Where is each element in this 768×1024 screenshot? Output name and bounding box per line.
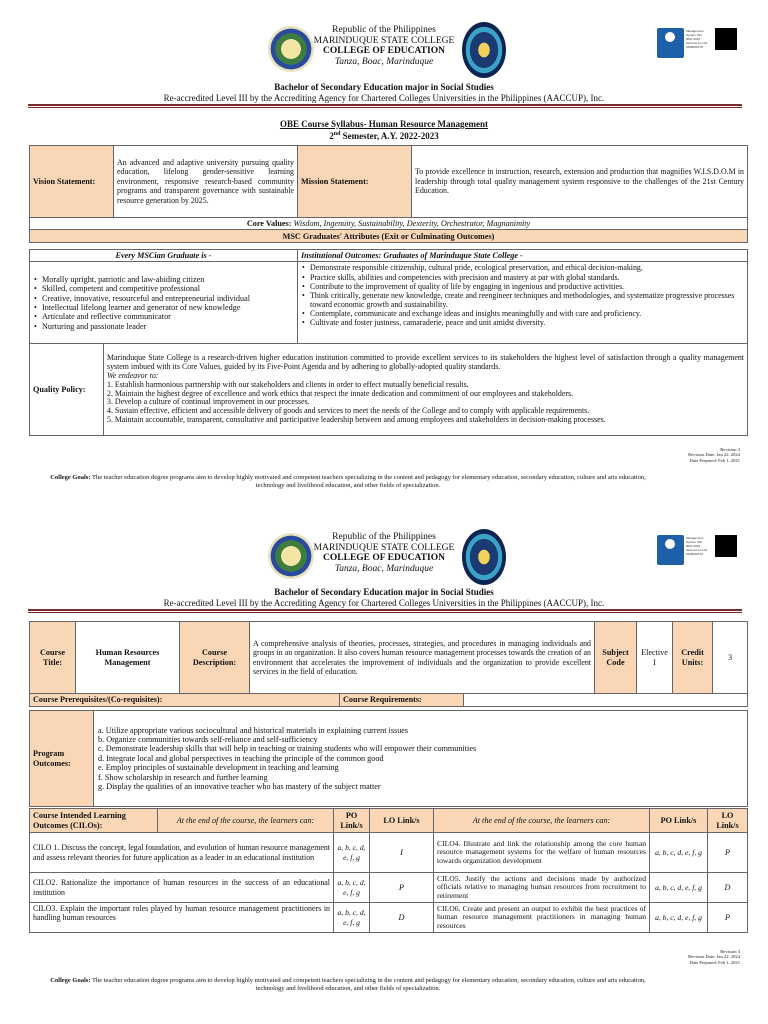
- subject-code: Elective I: [637, 622, 673, 694]
- vision-mission-table: [29, 145, 748, 243]
- program-info: [0, 82, 768, 103]
- semester-line: 2nd Semester, A.Y. 2022-2023: [329, 131, 439, 141]
- cilo-po: a, b, c, d, e, f, g: [334, 873, 370, 903]
- list-item: • Contribute to the improvement of quality of life by engaging in ingenious and productive activities.: [301, 282, 744, 291]
- program-outcomes-table: [29, 710, 748, 807]
- list-item: • Think critically, generate new knowledge, create and reengineer techniques and methodologies, and systematize progressive processes toward economic growth and sustainability.: [301, 291, 744, 309]
- syllabus-title: OBE Course Syllabus- Human Resource Management: [279, 119, 489, 129]
- cilo-po: a, b, c, d, e, f, g: [334, 903, 370, 933]
- program-outcome: d. Integrate local and global perspectives in teaching the principle of the common good: [98, 753, 384, 763]
- quality-item: 2. Maintain the highest degree of excellence and work ethics that respect the innate dedication and commitment of our employees and stakeholders.: [107, 388, 574, 398]
- iso-certification: [657, 535, 739, 565]
- course-description-label: Course Description:: [180, 622, 250, 694]
- header-divider: [28, 609, 742, 611]
- tuv-logo-icon: [657, 535, 684, 565]
- syllabus-page-2: [0, 512, 768, 1024]
- republic-line: Republic of the Philippines: [332, 532, 436, 542]
- course-info-table: [29, 621, 748, 694]
- department-name: COLLEGE OF EDUCATION: [323, 553, 445, 563]
- syllabus-title-block: [0, 119, 768, 141]
- program-outcome: a. Utilize appropriate various sociocultural and historical materials in explaining current issues: [98, 725, 409, 735]
- republic-line: Republic of the Philippines: [332, 25, 436, 35]
- program-outcomes-label: Program Outcomes:: [30, 711, 94, 807]
- institutional-heading: Institutional Outcomes: Graduates of Marinduque State College -: [298, 250, 748, 262]
- prerequisites-label: Course Prerequisites/(Co-requisites):: [30, 694, 340, 707]
- vision-label: Vision Statement:: [30, 146, 114, 218]
- page-header: [0, 529, 768, 589]
- cert-text: Management System ISO 9001:2015 www.tuv.com ID 9108641878: [686, 29, 708, 49]
- cilo-po: a, b, c, d, e, f, g: [650, 873, 708, 903]
- cilo-text: CILO3. Explain the important roles played by human resource management practitioners in handling human resources: [30, 903, 334, 933]
- cilo-lo: I: [370, 833, 434, 873]
- cilo-po: a, b, c, d, e, f, g: [650, 833, 708, 873]
- quality-intro: Marinduque State College is a research-driven higher education institution committed to provide excellent services to its stakeholders the highest level of satisfaction through a quality management system imbued with its Core Values, guided by its Five-Point Agenda and by adhering to globally-adopted quality standards.: [107, 352, 744, 371]
- list-item: • Intellectual lifelong learner and generator of new knowledge: [33, 303, 294, 312]
- vision-text: An advanced and adaptive university pursuing quality education, lifelong gender-sensitive learning environment, responsive research-based community programs and transparent governance with sustainable resource generation by 2025.: [114, 146, 298, 218]
- program-outcome: f. Show scholarship in research and further learning: [98, 772, 268, 782]
- course-description: A comprehensive analysis of theories, processes, strategies, and procedures in managing individuals and groups in an organization. It also covers human resource management processes towards the creation of an environment that accelerates the improvement of individuals and the organization to provide excellent services in the field of education.: [250, 622, 595, 694]
- list-item: • Skilled, competent and competitive professional: [33, 284, 294, 293]
- lo-link-header: LO Link/s: [370, 809, 434, 833]
- revision-info: Revision 3 Revision Date: Jan 22, 2024 Date Prepared: Feb 1, 2021: [688, 949, 740, 965]
- cilo-lo: P: [708, 833, 748, 873]
- college-name: MARINDUQUE STATE COLLEGE: [313, 542, 455, 553]
- list-item: • Morally upright, patriotic and law-abiding citizen: [33, 275, 294, 284]
- list-item: • Contemplate, communicate and exchange ideas and insights meaningfully and with care and proficiency.: [301, 309, 744, 318]
- cilo-text: CILO2. Rationalize the importance of human resources in the success of an educational institution: [30, 873, 334, 903]
- requirements-label: Course Requirements:: [340, 694, 464, 707]
- program-outcome: e. Employ principles of sustainable development in teaching and learning: [98, 763, 339, 773]
- program-name: Bachelor of Secondary Education major in Social Studies: [274, 82, 494, 92]
- accreditation-line: Re-accredited Level III by the Accrediting Agency for Chartered Colleges Universities in the Philippines (AACCUP), Inc.: [163, 597, 605, 608]
- every-msc-cell: [30, 262, 298, 344]
- tuv-logo-icon: [657, 28, 684, 58]
- core-values: Core Values: Wisdom, Ingenuity, Sustainability, Dexterity, Orchestrator, Magnanimity: [30, 218, 748, 230]
- institutional-cell: [298, 262, 748, 344]
- cilo-text: CILO6. Create and present an output to exhibit the best practices of human resource management practitioners in managing human resources: [434, 903, 650, 933]
- cilo-text: CILO5. Justify the actions and decisions made by authorized officials relative to managing human resources from recruitment to retirement: [434, 873, 650, 903]
- quality-item: 3. Develop a culture of continual improvement in our processes.: [107, 397, 310, 407]
- college-name: MARINDUQUE STATE COLLEGE: [313, 35, 455, 46]
- qr-code-icon: [715, 28, 737, 50]
- cilo-lo: D: [708, 873, 748, 903]
- cilo-po: a, b, c, d, e, f, g: [650, 903, 708, 933]
- department-name: COLLEGE OF EDUCATION: [323, 46, 445, 56]
- every-msc-heading: Every MSCian Graduate is -: [30, 250, 298, 262]
- lo-link-header: LO Link/s: [708, 809, 748, 833]
- po-link-header: PO Link/s: [334, 809, 370, 833]
- credit-units-label: Credit Units:: [673, 622, 713, 694]
- iso-certification: [657, 28, 739, 58]
- program-outcome: g. Display the qualities of an innovative teacher who has mastery of the subject matter: [98, 782, 381, 792]
- course-title: Human Resources Management: [76, 622, 180, 694]
- program-outcome: c. Demonstrate leadership skills that will help in teaching or training students who will empower their communities: [98, 744, 477, 754]
- quality-item: 1. Establish harmonious partnership with our stakeholders and clients in order to effect mutually beneficial results.: [107, 379, 469, 389]
- program-info: [0, 587, 768, 608]
- table-row: [30, 873, 748, 903]
- attributes-heading: MSC Graduates' Attributes (Exit or Culminating Outcomes): [30, 230, 748, 243]
- cilo-po: a, b, c, d, e, f, g: [334, 833, 370, 873]
- table-row: [30, 903, 748, 933]
- header-divider-thin: [28, 612, 742, 613]
- cilo-table: [29, 808, 748, 933]
- coe-seal-logo: [462, 22, 506, 78]
- college-goals: College Goals: The teacher education degree programs aim to develop highly motivated and competent teachers specializing in the content and pedagogy for elementary education, secondary education, culture and arts education, technology and livelihood education, and other fields of specialization.: [50, 474, 646, 490]
- quality-policy-label: Quality Policy:: [30, 344, 104, 436]
- header-divider-thin: [28, 107, 742, 108]
- college-goals: College Goals: The teacher education degree programs aim to develop highly motivated and competent teachers specializing in the content and pedagogy for elementary education, secondary education, culture and arts education, technology and livelihood education, and other fields of specialization.: [50, 977, 646, 993]
- cilo-intro-left: At the end of the course, the learners can:: [158, 809, 334, 833]
- every-msc-list: [33, 275, 294, 331]
- institutional-list: [301, 263, 744, 327]
- requirements-value: [464, 694, 748, 707]
- cilo-text: CILO4. Illustrate and link the relationship among the core human resource management systems for the welfare of human resources towards organization development: [434, 833, 650, 873]
- course-title-label: Course Title:: [30, 622, 76, 694]
- list-item: • Demonstrate responsible citizenship, cultural pride, ecological preservation, and ethical decision-making.: [301, 263, 744, 272]
- header-text: [300, 532, 468, 574]
- header-text: [300, 25, 468, 67]
- location: Tanza, Boac, Marinduque: [334, 563, 434, 574]
- list-item: • Articulate and reflective communicator: [33, 312, 294, 321]
- list-item: • Nurturing and passionate leader: [33, 322, 294, 331]
- table-row: [30, 833, 748, 873]
- location: Tanza, Boac, Marinduque: [334, 56, 434, 67]
- requirements-table: [29, 693, 748, 707]
- page-header: [0, 22, 768, 82]
- quality-policy-cell: [104, 344, 748, 436]
- cilo-intro-right: At the end of the course, the learners can:: [434, 809, 650, 833]
- quality-item: 4. Sustain effective, efficient and accessible delivery of goods and services to meet the needs of the College and to comply with applicable requirements.: [107, 406, 590, 416]
- program-name: Bachelor of Secondary Education major in Social Studies: [274, 587, 494, 597]
- attributes-table: [29, 249, 748, 344]
- qr-code-icon: [715, 535, 737, 557]
- cert-text: Management System ISO 9001:2015 www.tuv.com ID 9108641878: [686, 536, 708, 556]
- list-item: • Cultivate and foster justness, camaraderie, peace and unit amidst diversity.: [301, 318, 744, 327]
- header-divider: [28, 104, 742, 106]
- po-link-header: PO Link/s: [650, 809, 708, 833]
- mission-label: Mission Statement:: [298, 146, 412, 218]
- cilo-lo: P: [708, 903, 748, 933]
- cilo-text: CILO 1. Discuss the concept, legal foundation, and evolution of human resource management and assess relevant theories for future application as a leader in an educational institution: [30, 833, 334, 873]
- cilo-label: Course Intended Learning Outcomes (CILOs):: [30, 809, 158, 833]
- quality-item: 5. Maintain accountable, transparent, consultative and participative leadership between and among employees and stakeholders in decision-making processes.: [107, 415, 606, 425]
- quality-policy-table: [29, 343, 748, 436]
- credit-units: 3: [713, 622, 748, 694]
- cilo-lo: P: [370, 873, 434, 903]
- subject-code-label: Subject Code: [595, 622, 637, 694]
- quality-endeavor: We endeavor to:: [107, 370, 159, 380]
- list-item: • Creative, innovative, resourceful and entrepreneurial individual: [33, 294, 294, 303]
- revision-info: Revision 3 Revision Date: Jan 22, 2024 Date Prepared: Feb 1, 2021: [688, 447, 740, 463]
- program-outcome: b. Organize communities towards self-reliance and self-sufficiency: [98, 734, 318, 744]
- cilo-lo: D: [370, 903, 434, 933]
- coe-seal-logo: [462, 529, 506, 585]
- mission-text: To provide excellence in instruction, research, extension and production that magnifies W.I.S.D.O.M in leadership through total quality management system responsive to the challenges of the 21st Century Education.: [412, 146, 748, 218]
- program-outcomes-cell: [94, 711, 748, 807]
- list-item: • Practice skills, abilities and competencies with precision and mastery at par with global standards.: [301, 273, 744, 282]
- accreditation-line: Re-accredited Level III by the Accrediting Agency for Chartered Colleges Universities in the Philippines (AACCUP), Inc.: [163, 92, 605, 103]
